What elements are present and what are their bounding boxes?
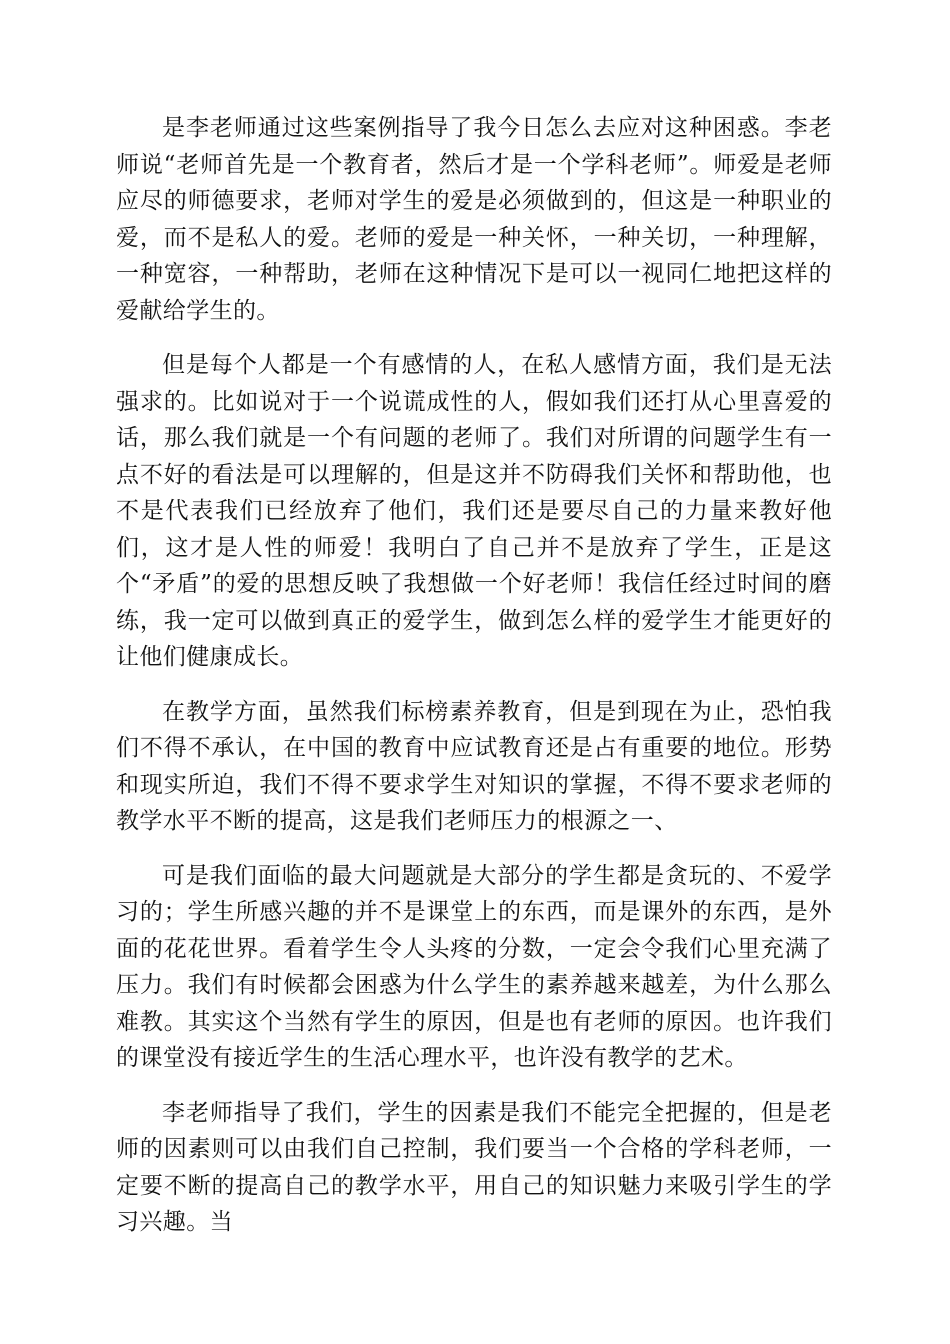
paragraph-3: 在教学方面，虽然我们标榜素养教育，但是到现在为止，恐怕我们不得不承认，在中国的教育中应试教育还是占有重要的地位。形势和现实所迫，我们不得不要求学生对知识的掌握，不得不要求老师的教学水平不断的提高，这是我们老师压力的根源之一、 [116,698,832,834]
paragraph-5: 李老师指导了我们，学生的因素是我们不能完全把握的，但是老师的因素则可以由我们自己控制，我们要当一个合格的学科老师，一定要不断的提高自己的教学水平，用自己的知识魅力来吸引学生的学习兴趣。当 [116,1099,832,1235]
paragraph-2: 但是每个人都是一个有感情的人，在私人感情方面，我们是无法强求的。比如说对于一个说谎成性的人，假如我们还打从心里喜爱的话，那么我们就是一个有问题的老师了。我们对所谓的问题学生有一点不好的看法是可以理解的，但是这并不防碍我们关怀和帮助他，也不是代表我们已经放弃了他们，我们还是要尽自己的力量来教好他们，这才是人性的师爱！我明白了自己并不是放弃了学生，正是这个“矛盾”的爱的思想反映了我想做一个好老师！我信任经过时间的磨练，我一定可以做到真正的爱学生，做到怎么样的爱学生才能更好的让他们健康成长。 [116,352,832,670]
paragraph-1: 是李老师通过这些案例指导了我今日怎么去应对这种困惑。李老师说“老师首先是一个教育者，然后才是一个学科老师”。师爱是老师应尽的师德要求，老师对学生的爱是必须做到的，但这是一种职业的爱，而不是私人的爱。老师的爱是一种关怀，一种关切，一种理解，一种宽容，一种帮助，老师在这种情况下是可以一视同仁地把这样的爱献给学生的。 [116,115,832,324]
paragraph-4: 可是我们面临的最大问题就是大部分的学生都是贪玩的、不爱学习的；学生所感兴趣的并不是课堂上的东西，而是课外的东西，是外面的花花世界。看着学生令人头疼的分数，一定会令我们心里充满了压力。我们有时候都会困惑为什么学生的素养越来越差，为什么那么难教。其实这个当然有学生的原因，但是也有老师的原因。也许我们的课堂没有接近学生的生活心理水平，也许没有教学的艺术。 [116,862,832,1071]
document-body [116,110,832,1259]
